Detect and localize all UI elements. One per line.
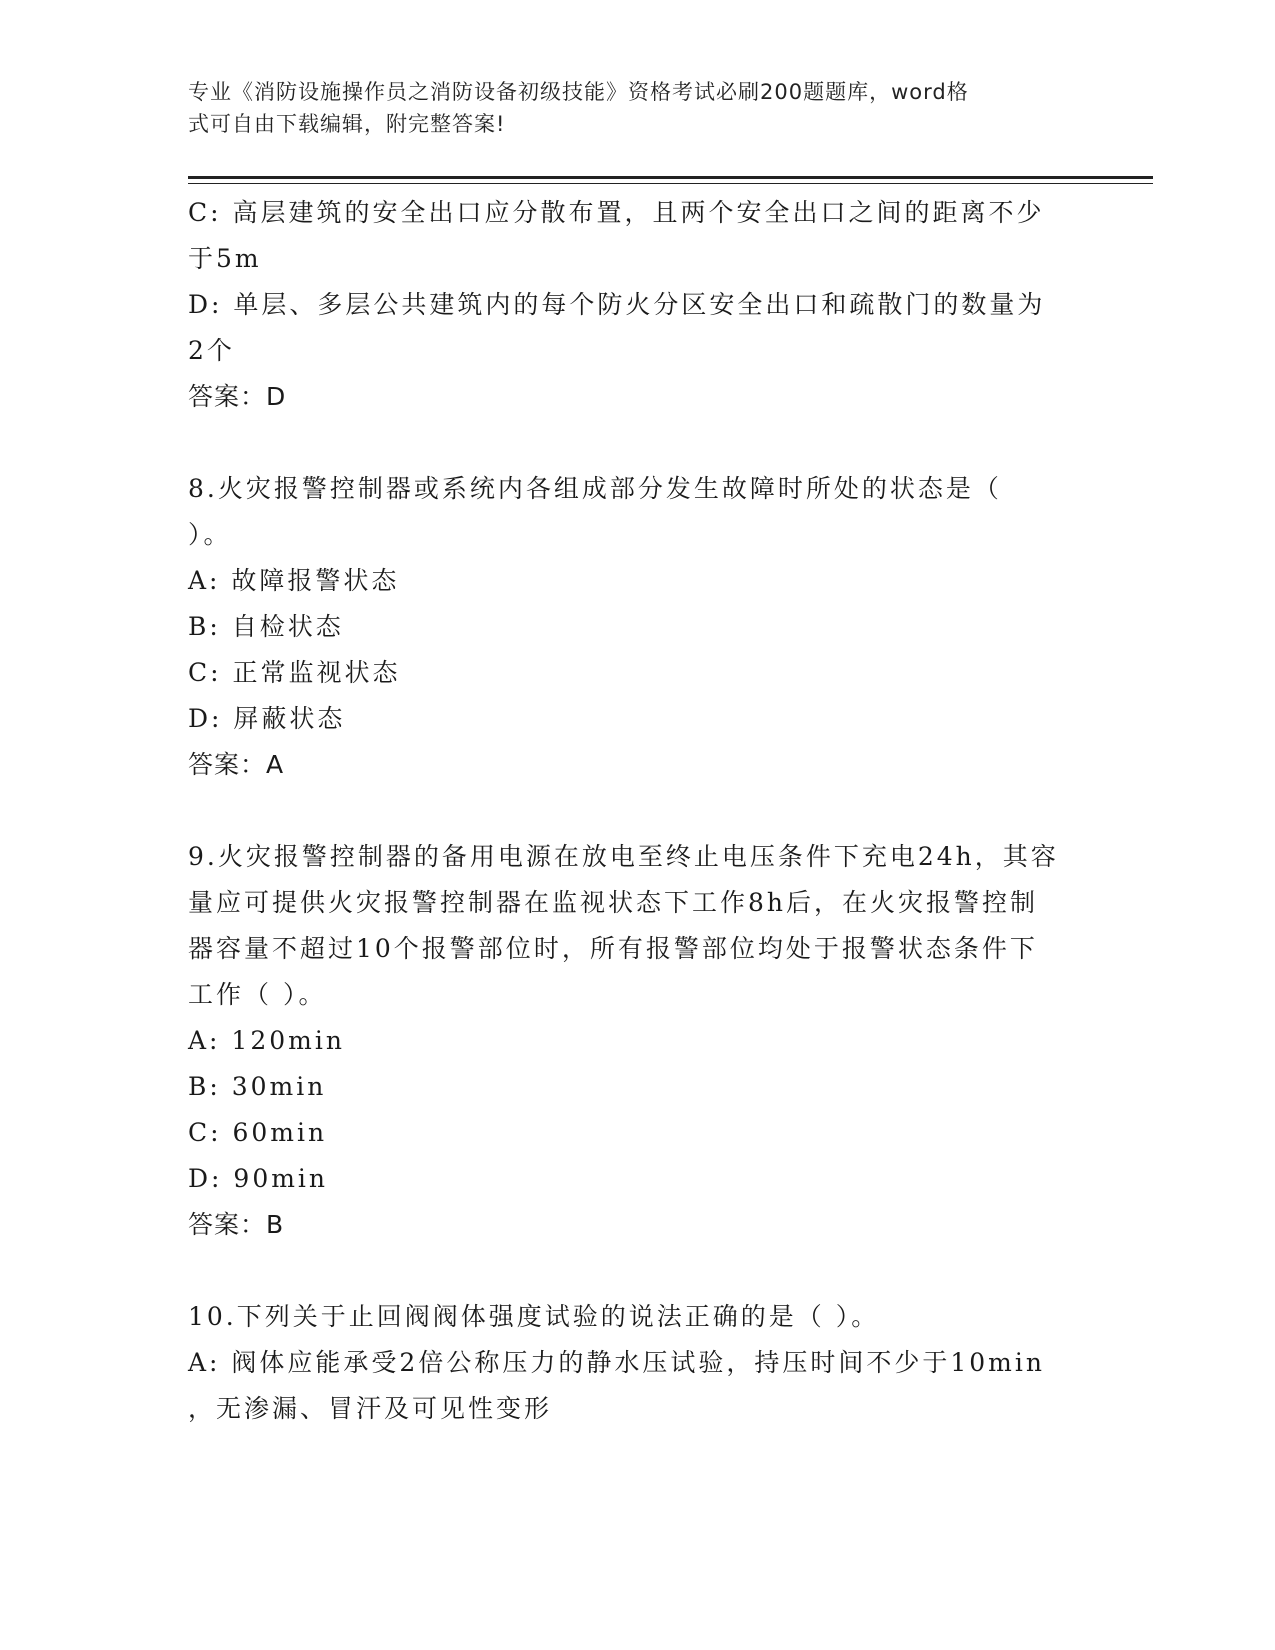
q10-option-a-line-2: ，无渗漏、冒汗及可见性变形 [188, 1394, 553, 1423]
q9-stem-line-2: 量应可提供火灾报警控制器在监视状态下工作8h后，在火灾报警控制 [188, 888, 1039, 917]
q9-option-c: C: 60min [188, 1118, 328, 1147]
q7-answer: 答案：D [188, 382, 287, 411]
document-body [188, 190, 1088, 1432]
document-header [188, 76, 1068, 140]
header-line-1: 专业《消防设施操作员之消防设备初级技能》资格考试必刷200题题库，word格 [188, 80, 969, 104]
q10-stem-line-1: 10.下列关于止回阀阀体强度试验的说法正确的是（ ）。 [188, 1302, 880, 1331]
q9-answer: 答案：B [188, 1210, 285, 1239]
q8-option-b: B: 自检状态 [188, 612, 344, 641]
header-rule-thin [188, 183, 1153, 184]
q7-option-c-line-1: C: 高层建筑的安全出口应分散布置，且两个安全出口之间的距离不少 [188, 198, 1045, 227]
q9-option-d: D: 90min [188, 1164, 329, 1193]
header-rule-thick [188, 176, 1153, 179]
spacer [188, 1248, 1088, 1294]
q7-option-c-line-2: 于5m [188, 244, 262, 273]
q8-stem-line-2: ）。 [188, 520, 232, 549]
q8-option-a: A: 故障报警状态 [188, 566, 400, 595]
q9-stem-line-4: 工作（ ）。 [188, 980, 327, 1009]
spacer [188, 420, 1088, 466]
spacer [188, 788, 1088, 834]
q8-answer: 答案：A [188, 750, 285, 779]
q8-option-d: D: 屏蔽状态 [188, 704, 346, 733]
q7-option-d-line-2: 2个 [188, 336, 235, 365]
header-line-2: 式可自由下载编辑，附完整答案! [188, 112, 506, 136]
q9-option-b: B: 30min [188, 1072, 327, 1101]
question-10 [188, 1294, 1088, 1432]
q7-option-d-line-1: D: 单层、多层公共建筑内的每个防火分区安全出口和疏散门的数量为 [188, 290, 1046, 319]
question-7-tail [188, 190, 1088, 420]
q10-option-a-line-1: A: 阀体应能承受2倍公称压力的静水压试验，持压时间不少于10min [188, 1348, 1045, 1377]
question-9 [188, 834, 1088, 1248]
q9-stem-line-1: 9.火灾报警控制器的备用电源在放电至终止电压条件下充电24h，其容 [188, 842, 1059, 871]
q8-option-c: C: 正常监视状态 [188, 658, 401, 687]
q8-stem-line-1: 8.火灾报警控制器或系统内各组成部分发生故障时所处的状态是（ [188, 474, 1002, 503]
question-8 [188, 466, 1088, 788]
q9-option-a: A: 120min [188, 1026, 345, 1055]
q9-stem-line-3: 器容量不超过10个报警部位时，所有报警部位均处于报警状态条件下 [188, 934, 1038, 963]
